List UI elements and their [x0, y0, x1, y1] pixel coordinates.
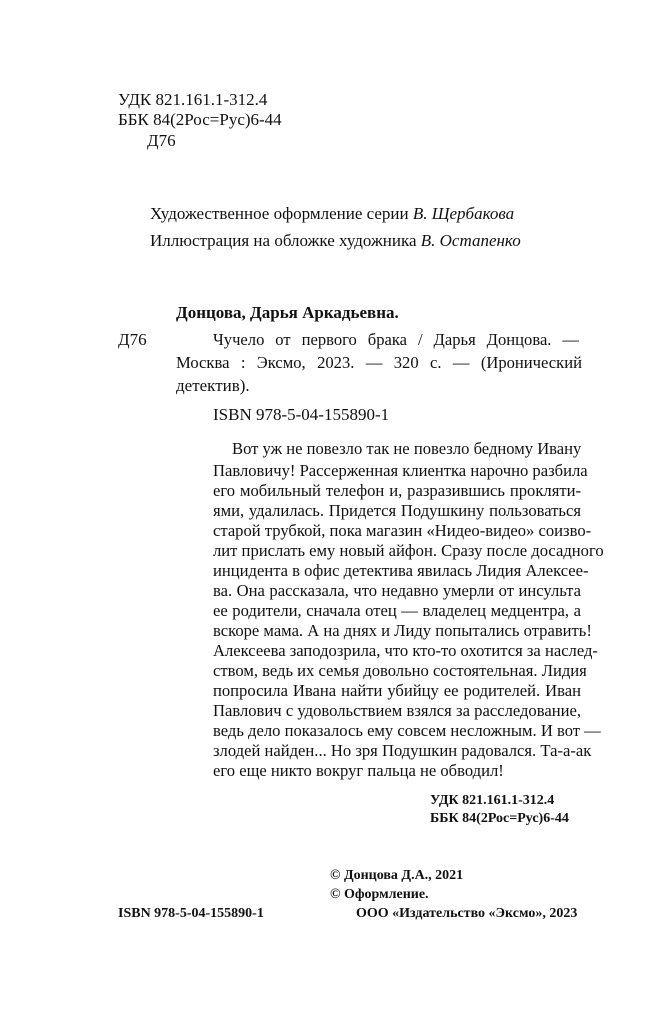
- copyright-design: © Оформление.: [330, 887, 429, 902]
- annotation-line: ведь дело показалось ему совсем несложным. И вот —: [213, 721, 601, 740]
- record-description-line: Чучело от первого брака / Дарья Донцова. —: [213, 330, 579, 349]
- record-mark: Д76: [118, 330, 147, 349]
- annotation-line: Вот уж не повезло так не повезло бедному Ивану: [232, 439, 582, 458]
- annotation-line: лит прислать ему новый айфон. Сразу после досадного: [213, 541, 604, 560]
- record-isbn: ISBN 978-5-04-155890-1: [213, 405, 390, 424]
- design-credit-label: Художественное оформление серии: [150, 204, 409, 223]
- annotation-line: попросила Ивана найти убийцу ее родителей. Иван: [213, 681, 581, 700]
- annotation-line: ством, ведь их семья довольно состоятельная. Лидия: [213, 661, 587, 680]
- annotation-line: ва. Она рассказала, что недавно умерли от инсульта: [213, 581, 581, 600]
- annotation-line: инцидента в офис детектива явилась Лидия Алексее-: [213, 561, 589, 580]
- illustration-credit-label: Иллюстрация на обложке художника: [150, 231, 417, 250]
- annotation-line: вскоре мама. А на днях и Лиду попытались отравить!: [213, 621, 592, 640]
- record-author-heading: Донцова, Дарья Аркадьевна.: [176, 303, 399, 322]
- design-credit-name: В. Щербакова: [412, 204, 515, 223]
- illustration-credit: [150, 231, 521, 251]
- annotation-line: Алексеева заподозрила, что кто-то охотится за наслед-: [213, 641, 598, 660]
- footer-udk: УДК 821.161.1-312.4: [430, 793, 555, 808]
- copyright-publisher: ООО «Издательство «Эксмо», 2023: [356, 906, 578, 921]
- annotation-line: ее родители, сначала отец — владелец медцентра, а: [213, 601, 581, 620]
- author-mark: Д76: [147, 131, 176, 150]
- annotation-line: злодей найден... Но зря Подушкин радовался. Та-а-ак: [213, 741, 592, 760]
- copyright-author: © Донцова Д.А., 2021: [330, 868, 464, 883]
- record-description-line: Москва : Эксмо, 2023. — 320 с. — (Иронический: [176, 353, 582, 372]
- udk-code: УДК 821.161.1-312.4: [118, 90, 268, 109]
- annotation-line: старой трубкой, пока магазин «Нидео-видео» соизво-: [213, 521, 592, 540]
- annotation-line: его еще никто вокруг пальца не обводил!: [213, 761, 504, 780]
- illustration-credit-name: В. Остапенко: [420, 231, 521, 250]
- annotation-line: его мобильный телефон и, разразившись прокляти-: [213, 481, 581, 500]
- annotation-line: Павловичу! Рассерженная клиентка нарочно разбила: [213, 461, 588, 480]
- footer-bbk: ББК 84(2Рос=Рус)6-44: [430, 811, 569, 826]
- annotation-line: ями, удалилась. Придется Подушкину пользоваться: [213, 501, 581, 520]
- footer-isbn: ISBN 978-5-04-155890-1: [118, 906, 264, 921]
- bbk-code: ББК 84(2Рос=Рус)6-44: [118, 110, 282, 129]
- record-description-line: детектив).: [176, 376, 250, 395]
- design-credit: [150, 204, 514, 224]
- annotation-line: Павлович с удовольствием взялся за расследование,: [213, 701, 581, 720]
